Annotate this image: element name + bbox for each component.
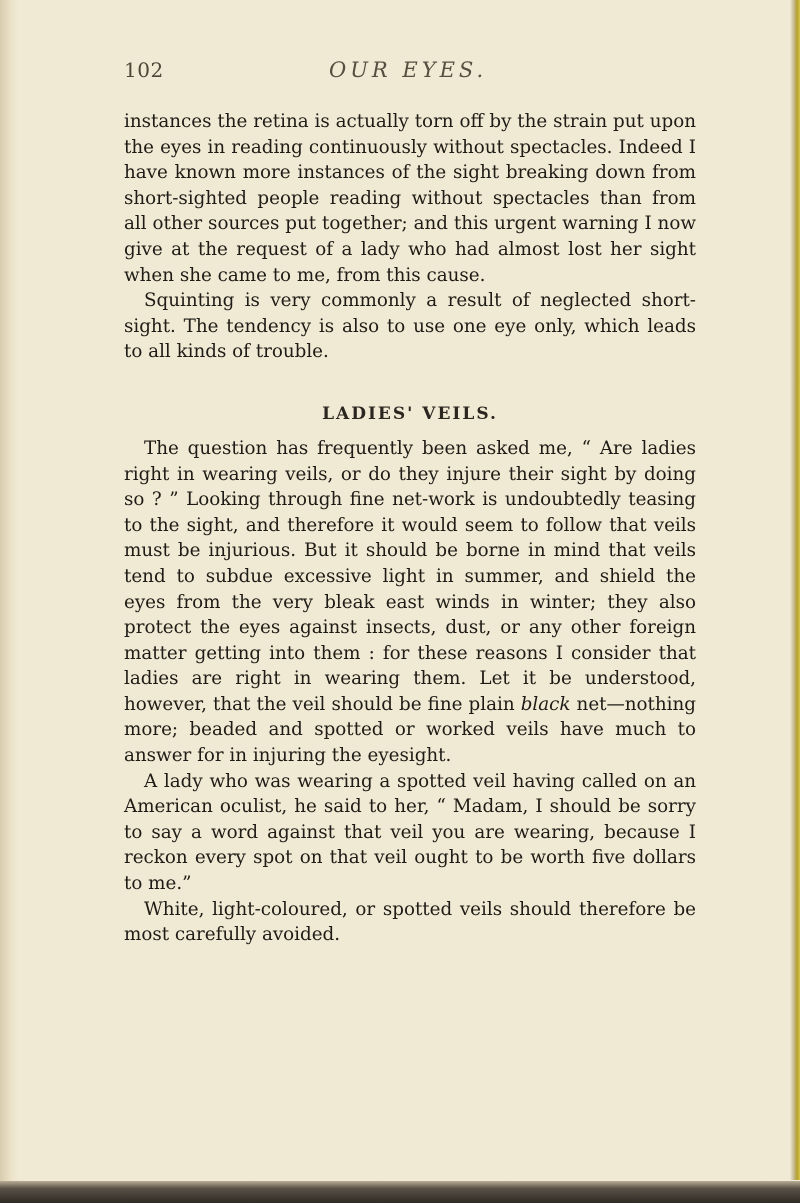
page-gutter [0, 0, 18, 1203]
paragraph-anecdote: A lady who was wearing a spotted veil having called on an American oculist, he said to her, “ Madam, I should be sorry to say a word against that veil you are wearing, because I reckon every spot on that veil ought to be worth five dollars to me.” [124, 770, 696, 895]
page-edge [790, 0, 800, 1180]
paragraph-veils-text-2: net—nothing more; beaded and spotted or worked veils have much to answer for in injuring the eyesight. [124, 693, 696, 767]
running-head: OUR EYES. [329, 58, 488, 82]
emphasis-black: black [520, 693, 571, 715]
section-heading: LADIES' VEILS. [322, 403, 498, 424]
page-number: 102 [124, 58, 164, 82]
paragraph-continued: instances the retina is actually torn off by the strain put upon the eyes in reading continuously without spectacles. Indeed I have known more instances of the sight breaking down from short-sighted people reading without spectacles than from all other sources put together; and this urgent warning I now give at the request of a lady who had almost lost her sight when she came to me, from this cause. [124, 111, 696, 286]
paragraph-squinting: Squinting is very commonly a result of neglected short-sight. The tendency is also to use one eye only, which leads to all kinds of trouble. [124, 290, 696, 363]
paragraph-veils-text-1: The question has frequently been asked me, “ Are ladies right in wearing veils, or do they injure their sight by doing so ? ” Looking through fine net-work is undoubtedly teasing to the sight, and therefore it would seem to follow that veils must be injurious. But it should be borne in mind that veils tend to subdue excessive light in summer, and shield the eyes from the very bleak east winds in winter; they also protect the eyes against insects, dust, or any other foreign matter getting into them : for these reasons I consider that ladies are right in wearing them. Let it be understood, however, that the veil should be fine plain [124, 437, 696, 715]
page-bottom-edge [0, 1181, 800, 1203]
page-header [124, 58, 694, 92]
page-body [124, 109, 696, 948]
paragraph-veils [124, 436, 696, 769]
paragraph-conclusion: White, light-coloured, or spotted veils should therefore be most carefully avoided. [124, 898, 696, 946]
